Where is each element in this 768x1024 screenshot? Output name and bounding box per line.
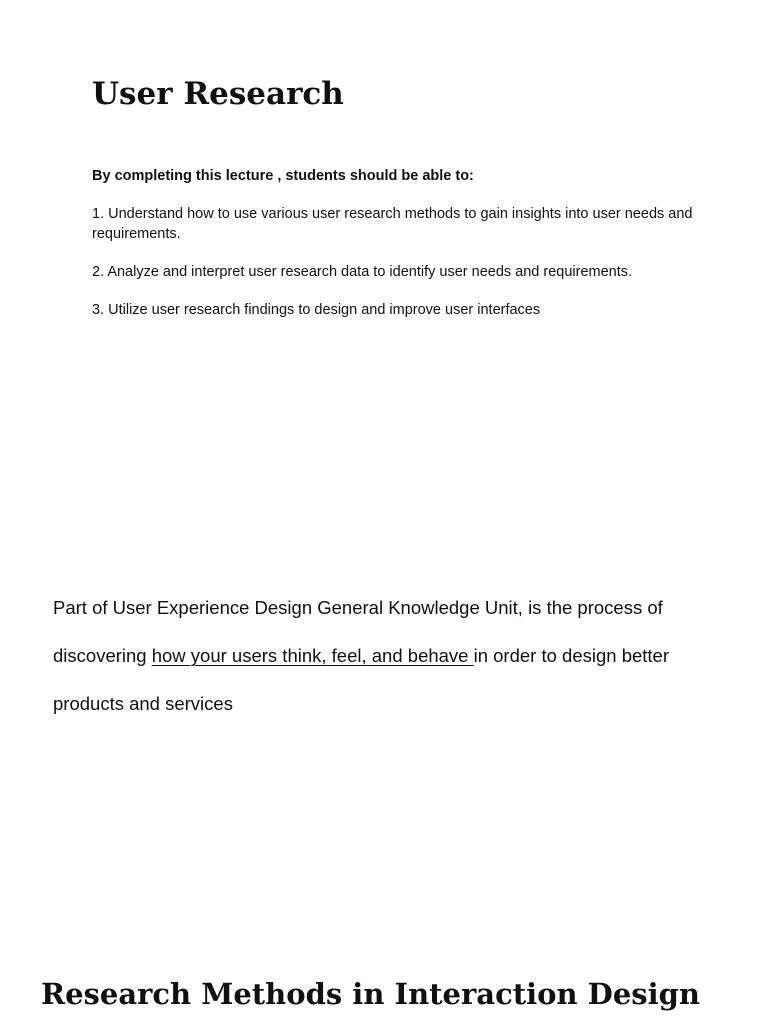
page-title: User Research (92, 76, 344, 112)
objective-item-1: 1. Understand how to use various user research methods to gain insights into user needs and requirements. (92, 206, 693, 242)
learning-objectives (92, 166, 712, 338)
section-heading: Research Methods in Interaction Design (41, 977, 700, 1011)
objective-item-3: 3. Utilize user research findings to design and improve user interfaces (92, 302, 541, 318)
objectives-intro: By completing this lecture , students should be able to: (92, 168, 474, 184)
definition-text-start: Part of User Experience Design General Knowledge Unit, is the process of discovering (53, 597, 663, 666)
objective-item-2: 2. Analyze and interpret user research data to identify user needs and requirements. (92, 264, 633, 280)
user-research-definition (53, 584, 713, 728)
definition-text-end: in order to design better products and services (53, 645, 670, 714)
users-behavior-link[interactable]: how your users think, feel, and behave (151, 645, 474, 666)
